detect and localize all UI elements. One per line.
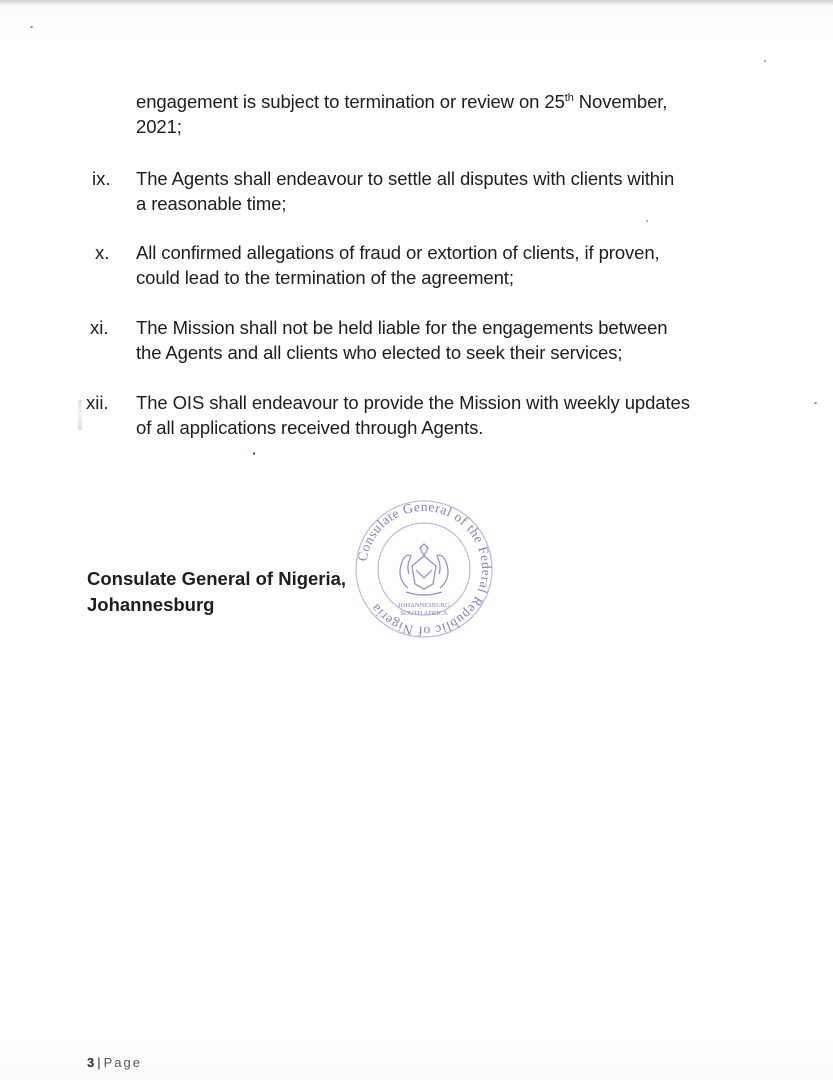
clause-ix-line-1: The Agents shall endeavour to settle all disputes with clients within [136, 168, 675, 189]
clause-x-line-1: All confirmed allegations of fraud or extortion of clients, if proven, [136, 242, 660, 263]
scan-speck [814, 402, 817, 404]
clause-ix [136, 166, 674, 216]
clause-continuation [136, 89, 667, 139]
signatory-line-1: Consulate General of Nigeria, [87, 568, 347, 589]
scan-speck [30, 26, 33, 28]
scan-speck [253, 452, 255, 455]
scan-top-edge [0, 0, 833, 6]
signatory-line-2: Johannesburg [87, 594, 215, 615]
clause-xii-line-1: The OIS shall endeavour to provide the Mission with weekly updates [136, 392, 690, 413]
clause-x-line-2: could lead to the termination of the agreement; [136, 267, 514, 288]
clause-xii-line-2: of all applications received through Agents. [136, 417, 484, 438]
page-separator: | [97, 1055, 101, 1070]
clause-numeral-ix: ix. [92, 168, 111, 189]
clause-x [136, 240, 660, 290]
clause-xi-line-1: The Mission shall not be held liable for the engagements between [136, 317, 668, 338]
clause-xi-line-2: the Agents and all clients who elected to seek their services; [136, 342, 623, 363]
clause-continuation-line-2: 2021; [136, 116, 182, 137]
page-number: 3 [87, 1055, 95, 1070]
page-footer [87, 1055, 142, 1070]
consulate-stamp [352, 496, 496, 642]
clause-continuation-line-1: engagement is subject to termination or review on 25th November, [136, 91, 668, 112]
clause-ix-line-2: a reasonable time; [136, 193, 287, 214]
clause-xi [136, 315, 667, 365]
stamp-ring-text: Consulate General of the Federal Republic of Nigeria [354, 498, 495, 640]
stamp-country: SOUTH AFRICA [400, 610, 448, 617]
signatory-block [87, 566, 346, 618]
stamp-city: JOHANNESBURG [398, 602, 450, 609]
clause-numeral-xii: xii. [86, 392, 109, 413]
coat-of-arms-icon [400, 544, 448, 595]
scan-speck [764, 60, 766, 62]
scan-speck [646, 220, 648, 222]
clause-numeral-xi: xi. [90, 317, 109, 338]
page-label: Page [103, 1055, 142, 1070]
scan-mark [78, 400, 82, 430]
clause-xii [136, 390, 690, 440]
clause-numeral-x: x. [95, 242, 110, 263]
